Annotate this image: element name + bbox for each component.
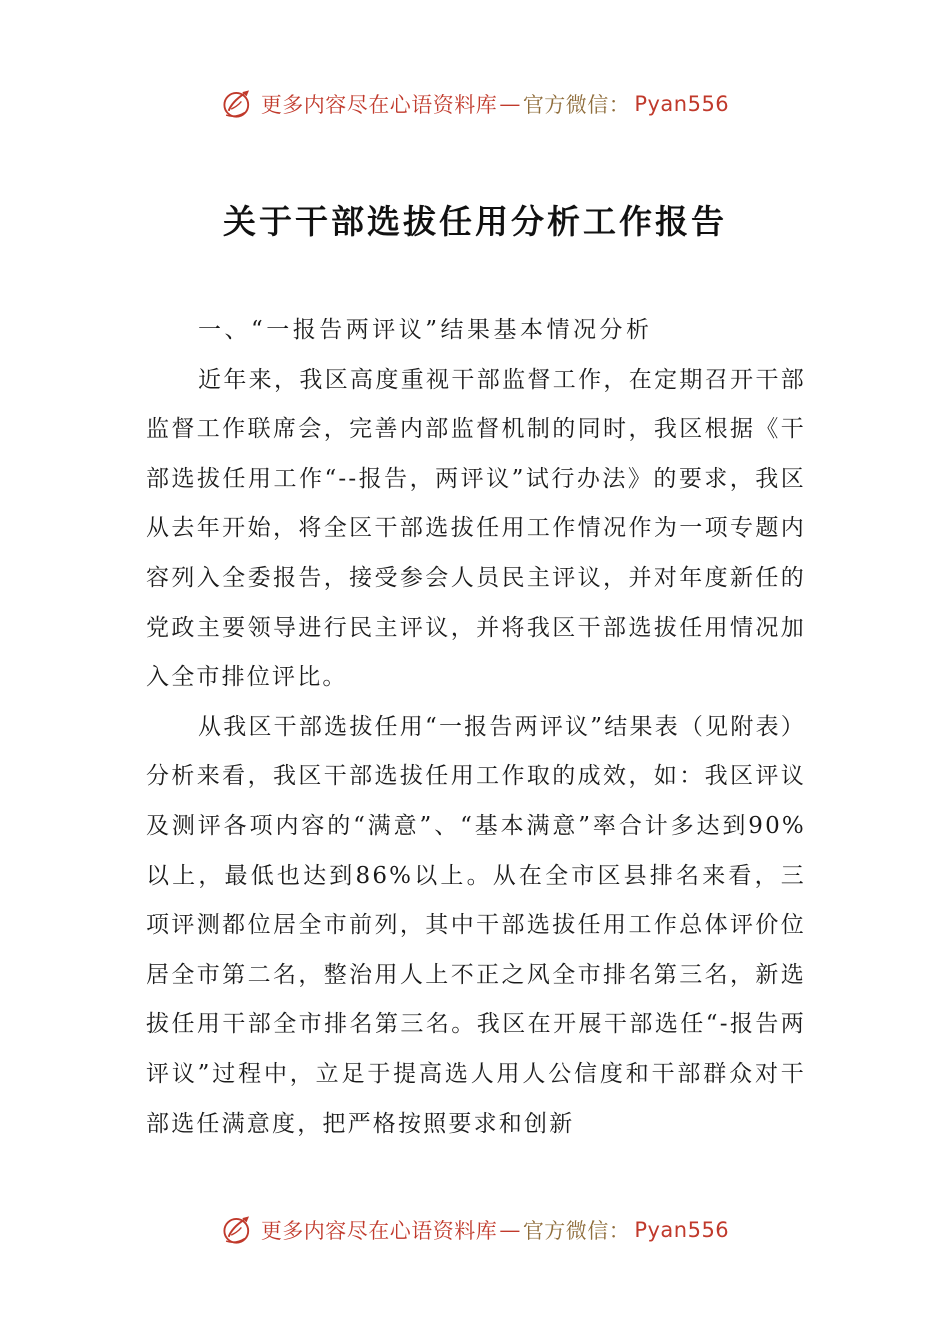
- section-heading: 一、“一报告两评议”结果基本情况分析: [198, 317, 653, 343]
- paragraph: 近年来，我区高度重视干部监督工作，在定期召开干部监督工作联席会，完善内部监督机制的同时，我区根据《干部选拔任用工作“--报告，两评议”试行办法》的要求，我区从去年开始，将全区干部选拔任用工作情况作为一项专题内容列入全委报告，接受参会人员民主评议，并对年度新任的党政主要领导进行民主评议，并将我区干部选拔任用情况加入全市排位评比。: [146, 366, 806, 691]
- watermark-dash: —: [499, 92, 521, 116]
- watermark-dash: —: [499, 1218, 521, 1242]
- footer-watermark: [0, 1210, 950, 1250]
- header-watermark: [0, 84, 950, 124]
- watermark-text: 更多内容尽在心语资料库: [260, 1219, 498, 1243]
- watermark-text: 更多内容尽在心语资料库: [260, 93, 498, 117]
- document-title: 关于干部选拔任用分析工作报告: [223, 202, 727, 242]
- watermark-handle: Pyan556: [634, 92, 730, 116]
- watermark-label: 官方微信：: [522, 1219, 631, 1243]
- pen-nib-logo-icon: [221, 1213, 255, 1247]
- paragraph: 从我区干部选拔任用“一报告两评议”结果表（见附表）分析来看，我区干部选拔任用工作取的成效，如：我区评议及测评各项内容的“满意”、“基本满意”率合计多达到90%以上，最低也达到86%以上。从在全市区县排名来看，三项评测都位居全市前列，其中干部选拔任用工作总体评价位居全市第二名，整治用人上不正之风全市排名第三名，新选拔任用干部全市排名第三名。我区在开展干部选任“-报告两评议”过程中，立足于提高选人用人公信度和干部群众对干部选任满意度，把严格按照要求和创新: [146, 713, 806, 1137]
- watermark-label: 官方微信：: [522, 93, 631, 117]
- document-body: [146, 306, 806, 1149]
- watermark-handle: Pyan556: [634, 1218, 730, 1242]
- pen-nib-logo-icon: [221, 87, 255, 121]
